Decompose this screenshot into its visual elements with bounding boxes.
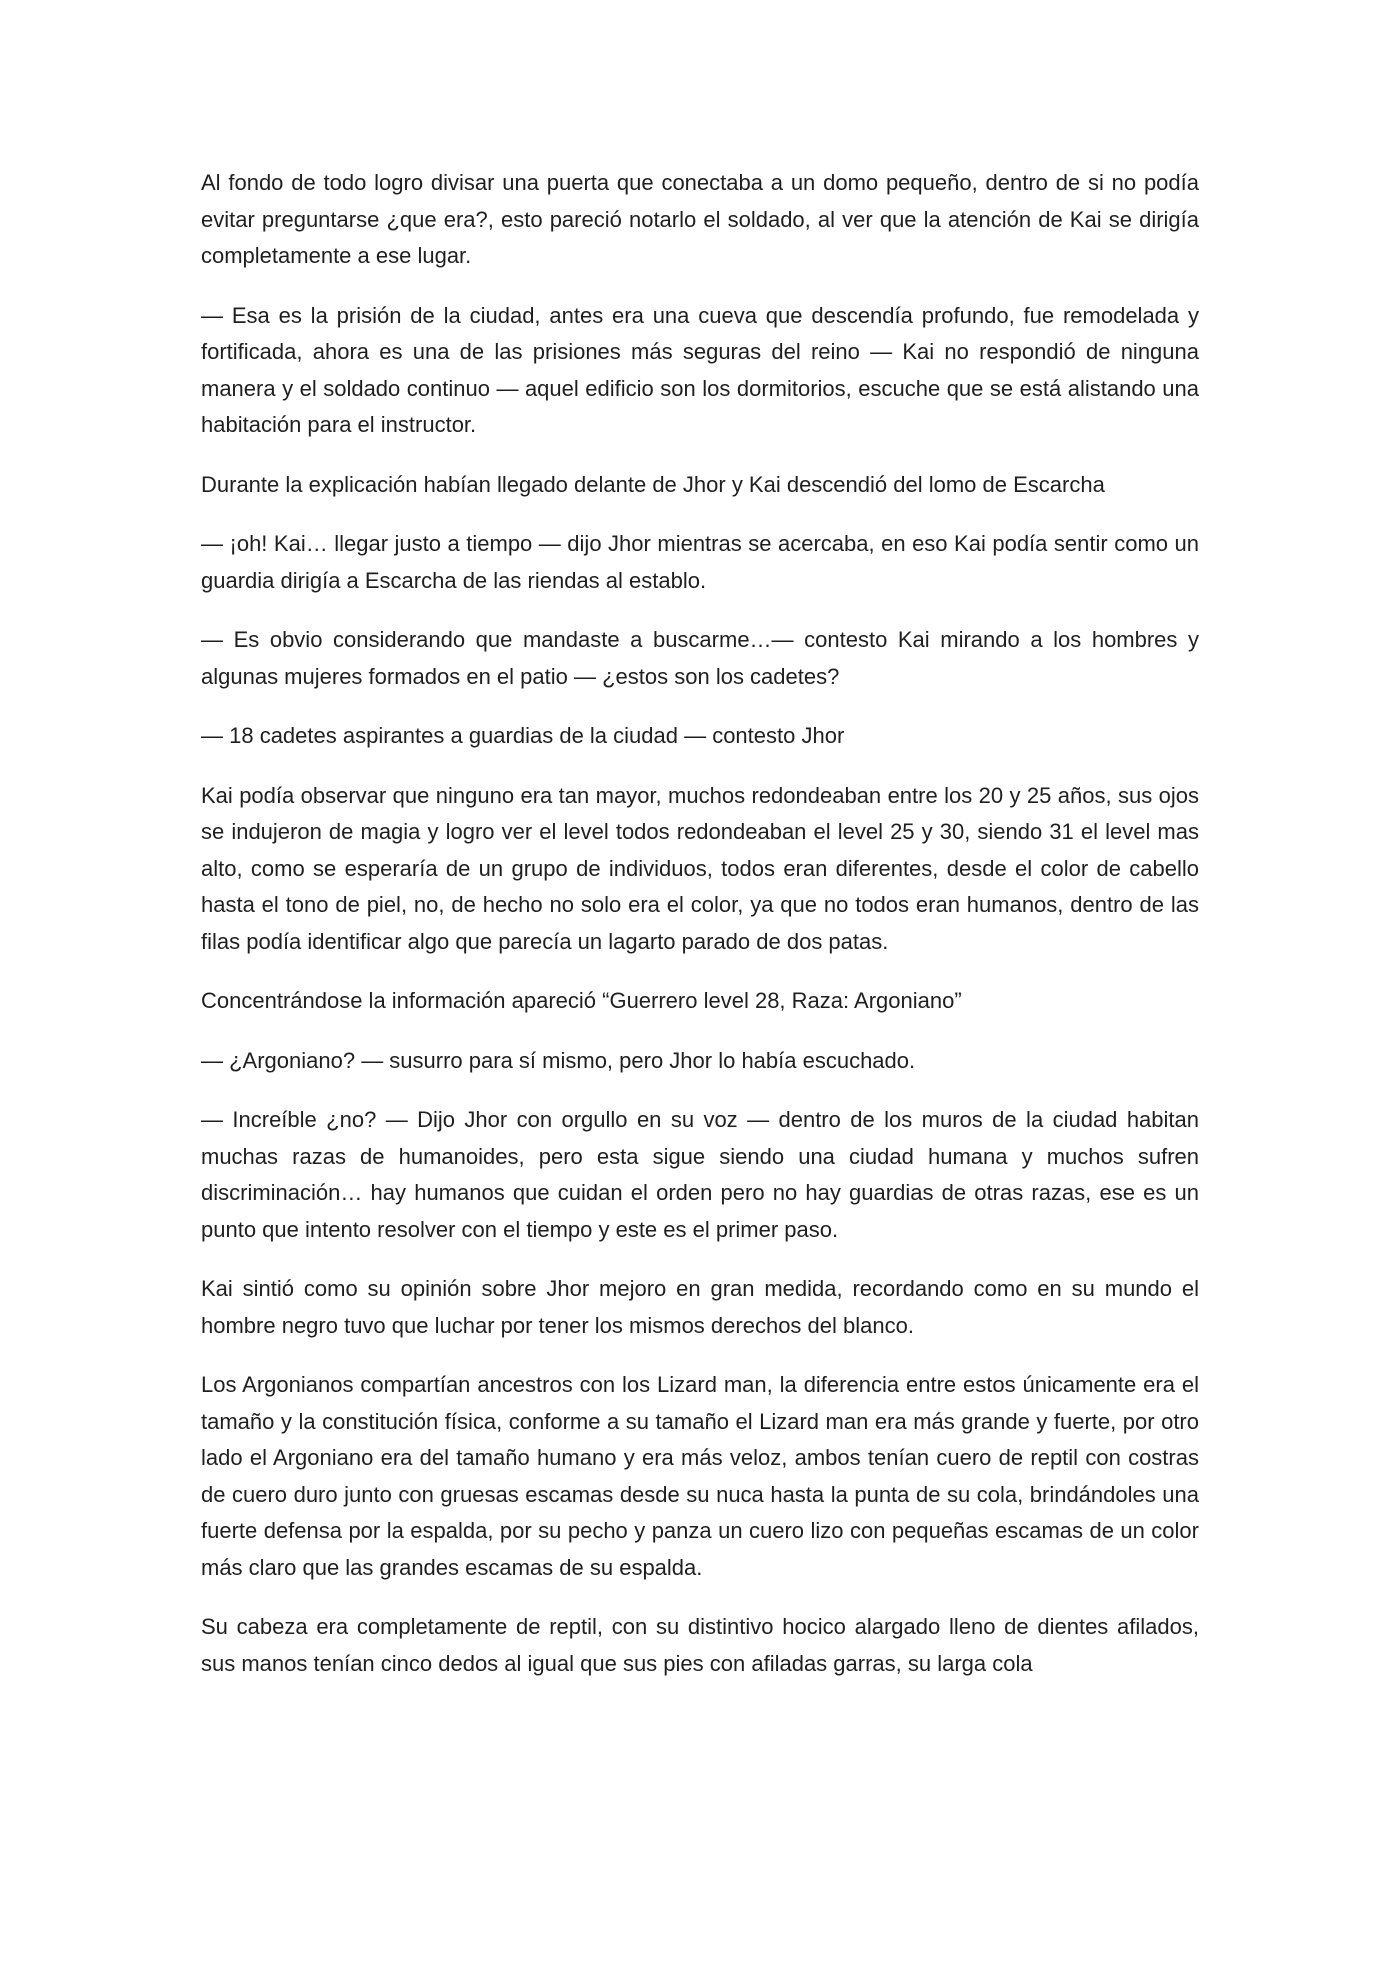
paragraph: — ¿Argoniano? — susurro para sí mismo, pero Jhor lo había escuchado. (201, 1047, 916, 1073)
paragraph: Kai sintió como su opinión sobre Jhor mejoro en gran medida, recordando como en su mundo el hombre negro tuvo que luchar por tener los mismos derechos del blanco. (201, 1276, 1199, 1338)
paragraph: — 18 cadetes aspirantes a guardias de la ciudad — contesto Jhor (201, 723, 845, 748)
paragraph: Durante la explicación habían llegado delante de Jhor y Kai descendió del lomo de Escarcha (201, 471, 1105, 497)
paragraph: Al fondo de todo logro divisar una puerta que conectaba a un domo pequeño, dentro de si no podía evitar preguntarse ¿que era?, esto pareció notarlo el soldado, al ver que la atención de Kai se dirigía completamente a ese lugar. (201, 170, 1199, 268)
paragraph: Su cabeza era completamente de reptil, con su distintivo hocico alargado lleno de dientes afilados, sus manos tenían cinco dedos al igual que sus pies con afiladas garras, su larga cola (201, 1614, 1199, 1676)
paragraph: Los Argonianos compartían ancestros con los Lizard man, la diferencia entre estos únicamente era el tamaño y la constitución física, conforme a su tamaño el Lizard man era más grande y fuerte, por otro lado el Argoniano era del tamaño humano y era más veloz, ambos tenían cuero de reptil con costras de cuero duro junto con gruesas escamas desde su nuca hasta la punta de su cola, brindándoles una fuerte defensa por la espalda, por su pecho y panza un cuero lizo con pequeñas escamas de un color más claro que las grandes escamas de su espalda. (201, 1372, 1199, 1580)
paragraph: — Es obvio considerando que mandaste a buscarme…— contesto Kai mirando a los hombres y algunas mujeres formados en el patio — ¿estos son los cadetes? (201, 627, 1199, 689)
paragraph: Kai podía observar que ninguno era tan mayor, muchos redondeaban entre los 20 y 25 años, sus ojos se indujeron de magia y logro ver el level todos redondeaban el level 25 y 30, siendo 31 el level mas alto, como se esperaría de un grupo de individuos, todos eran diferentes, desde el color de cabello hasta el tono de piel, no, de hecho no solo era el color, ya que no todos eran humanos, dentro de las filas podía identificar algo que parecía un lagarto parado de dos patas. (201, 782, 1199, 954)
paragraph: — Esa es la prisión de la ciudad, antes era una cueva que descendía profundo, fue remodelada y fortificada, ahora es una de las prisiones más seguras del reino — Kai no respondió de ninguna manera y el soldado continuo — aquel edificio son los dormitorios, escuche que se está alistando una habitación para el instructor. (201, 302, 1199, 437)
paragraph: — ¡oh! Kai… llegar justo a tiempo — dijo Jhor mientras se acercaba, en eso Kai podía sentir como un guardia dirigía a Escarcha de las riendas al establo. (201, 531, 1199, 593)
paragraph: Concentrándose la información apareció “Guerrero level 28, Raza: Argoniano” (201, 988, 962, 1013)
paragraph: — Increíble ¿no? — Dijo Jhor con orgullo en su voz — dentro de los muros de la ciudad habitan muchas razas de humanoides, pero esta sigue siendo una ciudad humana y muchos sufren discriminación… hay humanos que cuidan el orden pero no hay guardias de otras razas, ese es un punto que intento resolver con el tiempo y este es el primer paso. (201, 1107, 1199, 1242)
body-text (201, 165, 1199, 1705)
